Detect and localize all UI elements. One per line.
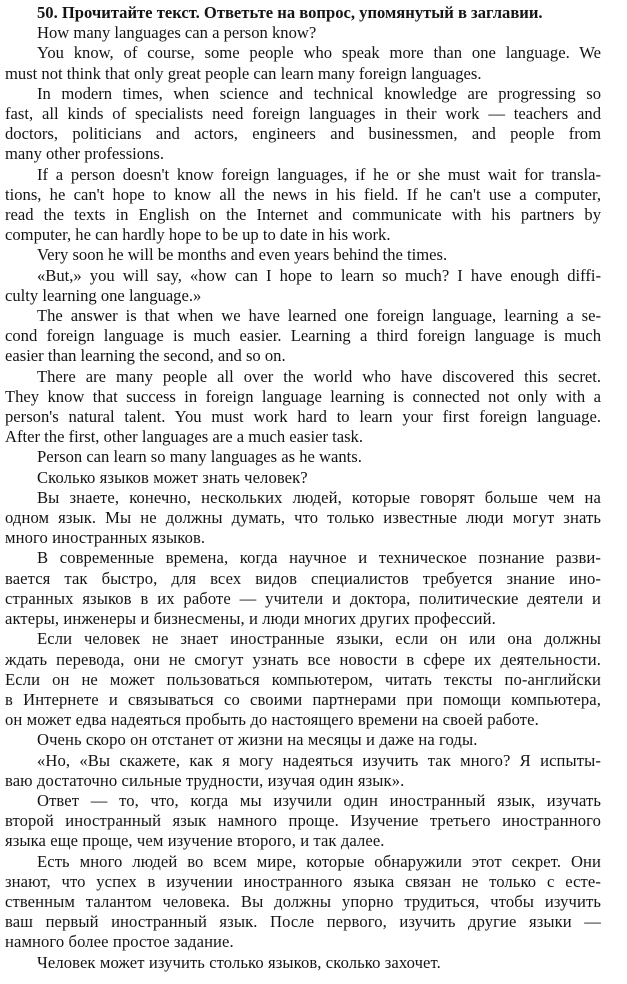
text-line: After the first, other languages are a much easier task. [5, 427, 363, 447]
russian-paragraph [5, 468, 601, 488]
russian-paragraph [5, 791, 601, 852]
document-page [5, 3, 601, 973]
text-line: computer, he can hardly hope to be up to date in his work. [5, 225, 391, 245]
text-line: Если человек не знает иностранные языки, если он или она должны [37, 629, 601, 649]
text-line: Человек может изучить столько языков, сколько захочет. [37, 952, 441, 972]
text-line: many other professions. [5, 144, 164, 164]
english-paragraph [5, 23, 601, 43]
text-line: read the texts in English on the Internet and communicate with his partners by [5, 205, 601, 225]
english-paragraph [5, 245, 601, 265]
text-line: он может едва надеяться пробыть до настоящего времени на своей работе. [5, 710, 539, 730]
text-line: Person can learn so many languages as he wants. [37, 447, 362, 467]
text-line: вается так быстро, для всех видов специалистов требуется знание ино- [5, 568, 601, 588]
text-line: ственным талантом человека. Вы должны упорно трудиться, чтобы изучить [5, 891, 601, 911]
russian-paragraph [5, 488, 601, 549]
text-line: cond foreign language is much easier. Learning a third foreign language is much [5, 326, 601, 346]
text-line: одном язык. Мы не должны думать, что только известные люди могут знать [5, 508, 601, 528]
text-line: языка еще проще, чем изучение второго, и так далее. [5, 831, 385, 851]
english-text [5, 23, 601, 467]
text-line: Сколько языков может знать человек? [37, 467, 308, 487]
text-line: «But,» you will say, «how can I hope to learn so much? I have enough diffi- [37, 265, 601, 285]
english-paragraph [5, 84, 601, 165]
text-line: ждать перевода, они не смогут узнать все новости в сфере их деятельности. [5, 649, 601, 669]
text-line: culty learning one language.» [5, 285, 202, 305]
exercise-heading: 50. Прочитайте текст. Ответьте на вопрос, упомянутый в заглавии. [37, 3, 543, 22]
russian-paragraph [5, 953, 601, 973]
english-paragraph [5, 447, 601, 467]
text-line: tions, he can't hope to know all the news in his field. If he can't use a computer, [5, 184, 601, 204]
text-line: много иностранных языков. [5, 528, 206, 548]
text-line: must not think that only great people can learn many foreign languages. [5, 63, 482, 83]
text-line: странных языков в их работе — учители и доктора, политические деятели и [5, 588, 601, 608]
text-line: They know that success in foreign language learning is connected not only with a [5, 386, 601, 406]
text-line: person's natural talent. You must work hard to learn your first foreign language. [5, 407, 601, 427]
text-line: Вы знаете, конечно, нескольких людей, которые говорят больше чем на [37, 487, 601, 507]
russian-paragraph [5, 730, 601, 750]
text-line: There are many people all over the world who have discovered this secret. [37, 366, 601, 386]
text-line: знают, что успех в изучении иностранного языка связан не только с есте- [5, 871, 601, 891]
text-line: Ответ — то, что, когда мы изучили один иностранный язык, изучать [37, 790, 601, 810]
english-paragraph [5, 165, 601, 246]
text-line: Very soon he will be months and even years behind the times. [37, 245, 448, 265]
text-line: fast, all kinds of specialists need foreign languages in their work — teachers and [5, 104, 601, 124]
text-line: You know, of course, some people who speak more than one language. We [37, 43, 601, 63]
text-line: ваш первый иностранный язык. После первого, изучить другие языки — [5, 912, 601, 932]
text-line: easier than learning the second, and so on. [5, 346, 286, 366]
text-line: If a person doesn't know foreign languages, if he or she must wait for transla- [37, 164, 601, 184]
text-line: doctors, politicians and actors, engineers and businessmen, and people from [5, 124, 601, 144]
russian-paragraph [5, 751, 601, 791]
russian-paragraph [5, 852, 601, 953]
text-line: актеры, инженеры и бизнесмены, и люди многих других профессий. [5, 609, 496, 629]
text-line: Очень скоро он отстанет от жизни на месяцы и даже на годы. [37, 730, 478, 750]
russian-paragraph [5, 548, 601, 629]
text-line: How many languages can a person know? [37, 23, 317, 43]
text-line: In modern times, when science and technical knowledge are progressing so [37, 83, 601, 103]
text-line: Если он не может пользоваться компьютером, читать тексты по-английски [5, 669, 601, 689]
english-paragraph [5, 367, 601, 448]
english-paragraph [5, 43, 601, 83]
text-line: The answer is that when we have learned one foreign language, learning a se- [37, 306, 601, 326]
text-line: «Но, «Вы скажете, как я могу надеяться изучить так много? Я испыты- [37, 750, 601, 770]
text-line: Есть много людей во всем мире, которые обнаружили этот секрет. Они [37, 851, 601, 871]
english-paragraph [5, 306, 601, 367]
text-line: В современные времена, когда научное и техническое познание разви- [37, 548, 601, 568]
russian-translation [5, 468, 601, 973]
english-paragraph [5, 266, 601, 306]
text-line: намного более простое задание. [5, 932, 234, 952]
text-line: второй иностранный язык намного проще. Изучение третьего иностранного [5, 811, 601, 831]
text-line: в Интернете и связываться со своими партнерами при помощи компьютера, [5, 689, 601, 709]
text-line: ваю достаточно сильные трудности, изучая один язык». [5, 770, 405, 790]
russian-paragraph [5, 629, 601, 730]
